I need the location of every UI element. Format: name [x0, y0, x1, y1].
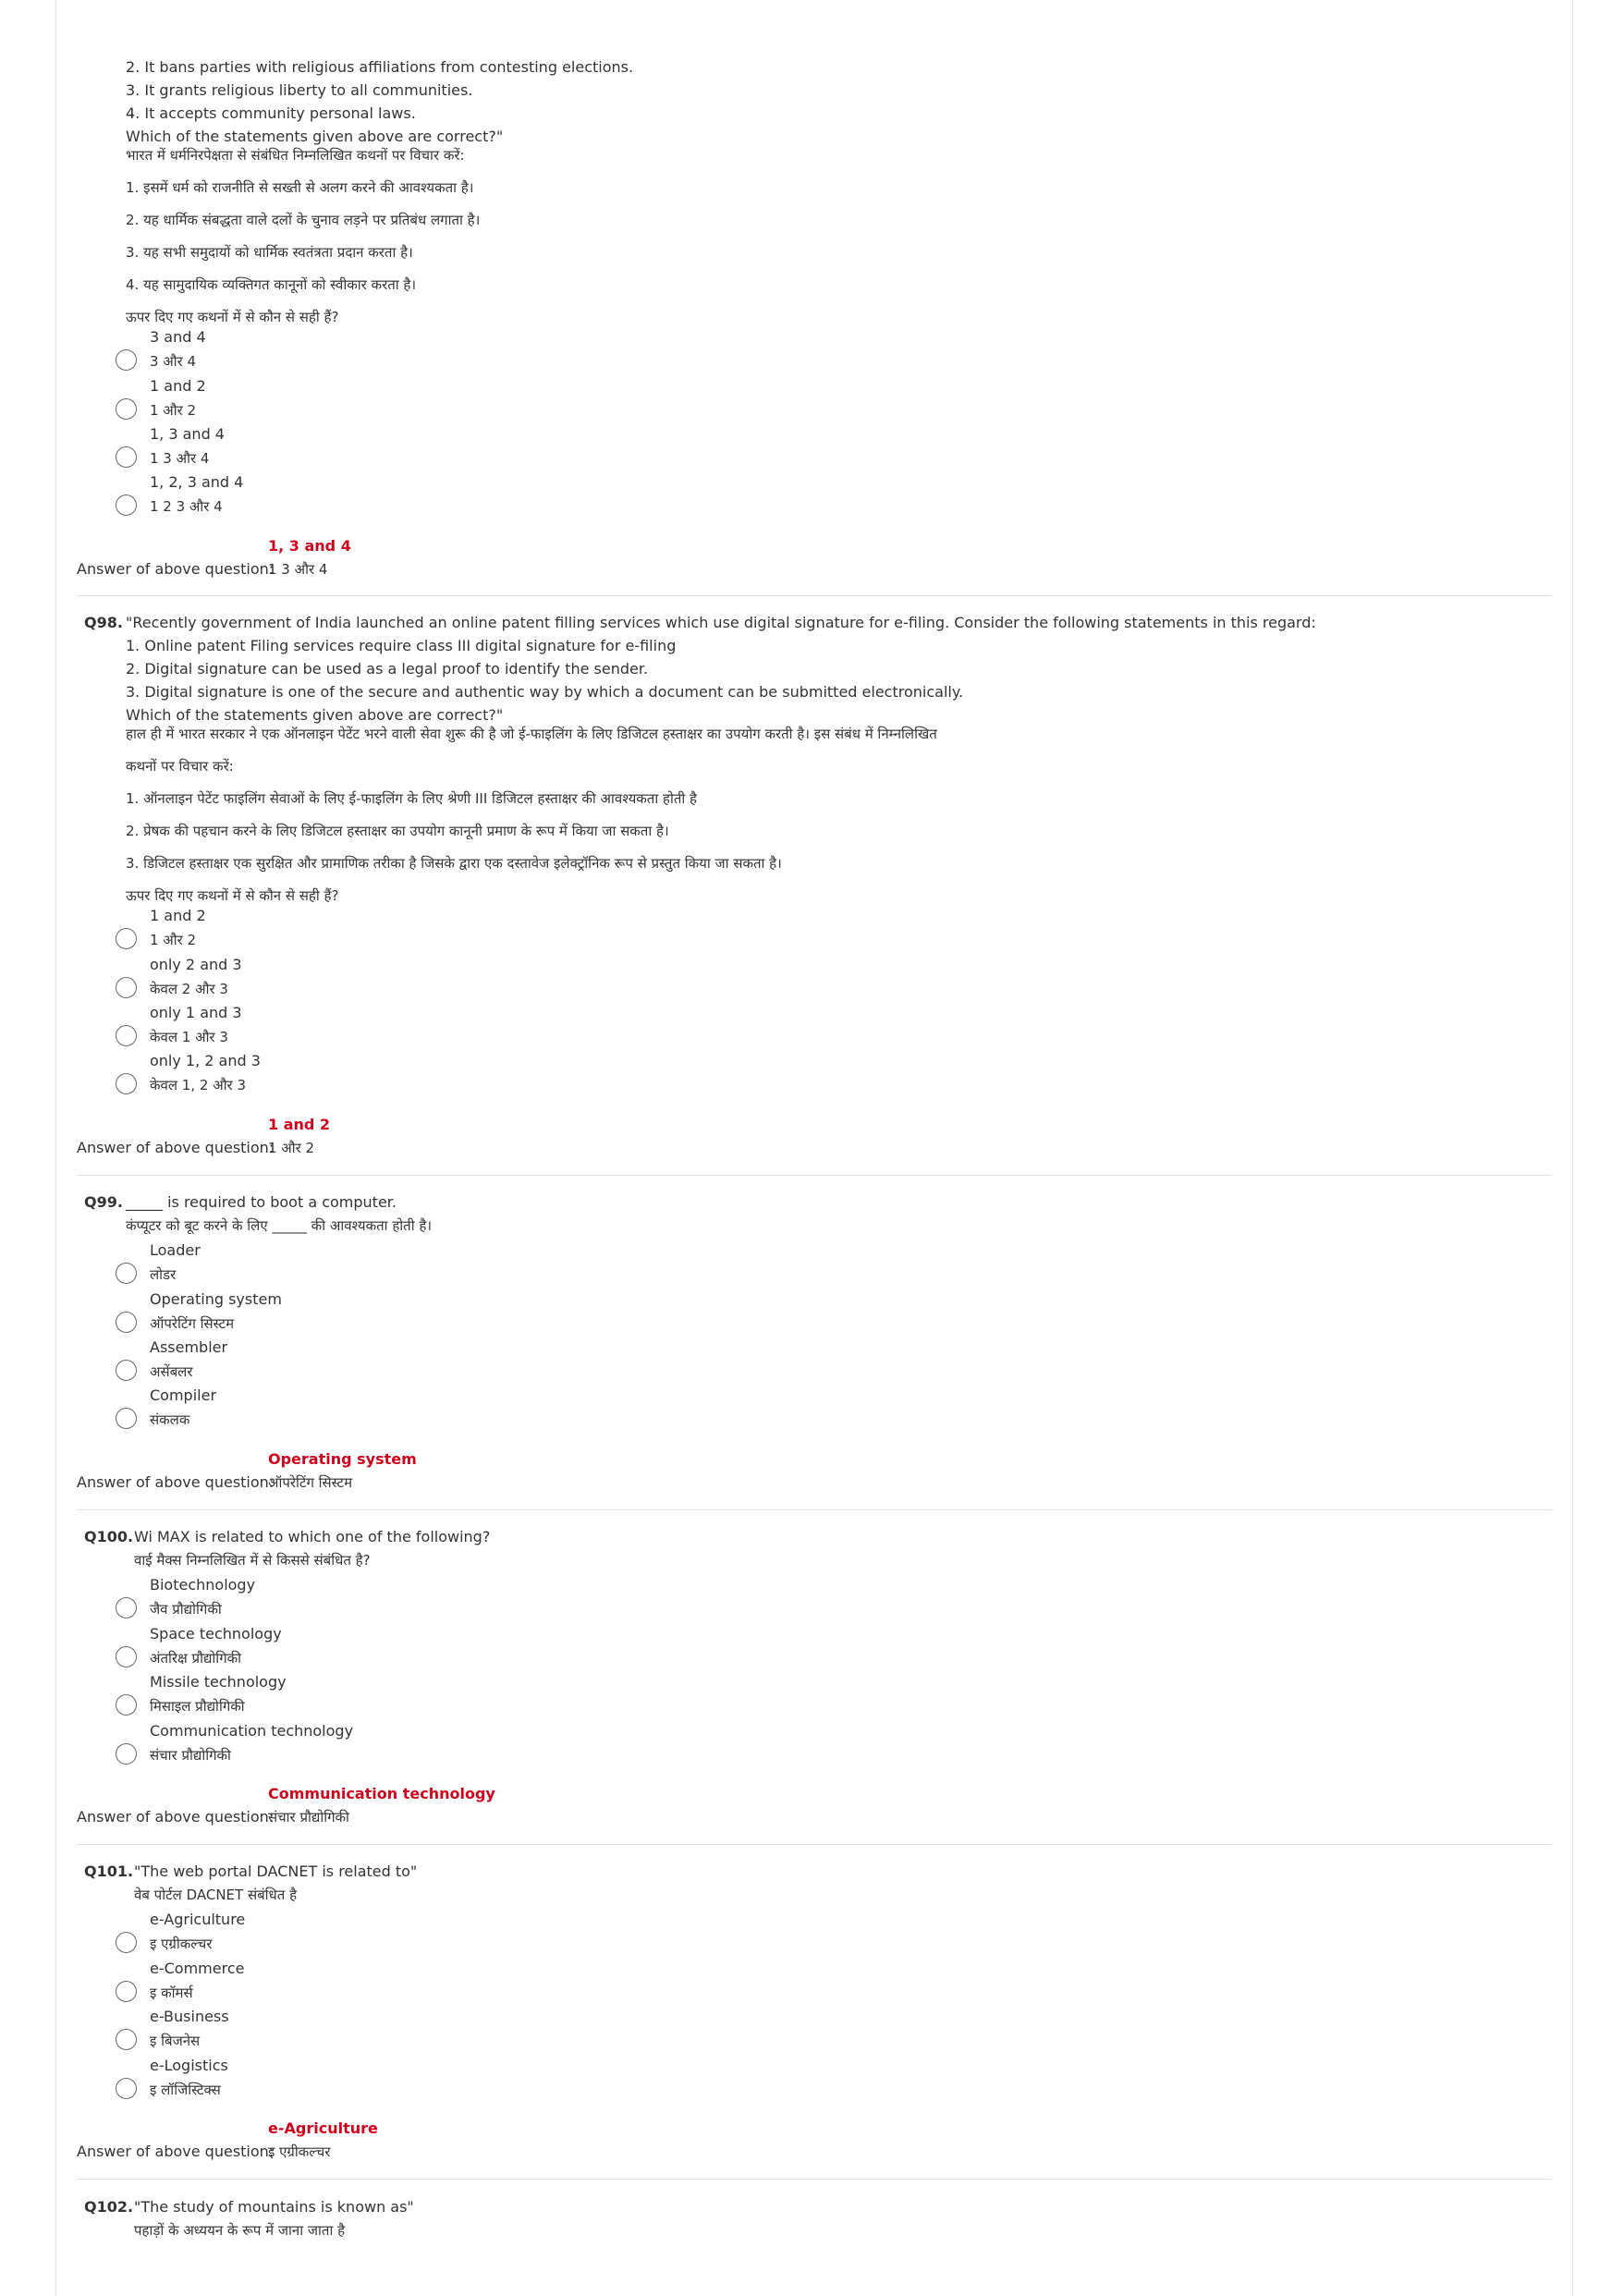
q97-hindi-statement-2: 2. यह धार्मिक संबद्धता वाले दलों के चुनाव लड़ने पर प्रतिबंध लगाता है। [126, 212, 481, 228]
q102-hindi-text: पहाड़ों के अध्ययन के रूप में जाना जाता है [134, 2222, 346, 2239]
q98-statement-3: 3. Digital signature is one of the secure and authentic way by which a document can be submitted electronically. [126, 683, 964, 701]
q98-option-1-radio[interactable] [116, 928, 137, 949]
q99-option-3-radio[interactable] [116, 1360, 137, 1381]
q100-number: Q100. [84, 1528, 134, 1545]
q100-option-1-radio[interactable] [116, 1597, 137, 1618]
q100-option-4-hi: संचार प्रौद्योगिकी [150, 1747, 231, 1764]
q100-option-4-en: Communication technology [150, 1722, 354, 1740]
q101-hindi-text: वेब पोर्टल DACNET संबंधित है [134, 1887, 298, 1903]
q99-option-4-en: Compiler [150, 1386, 217, 1404]
q98-option-4-hi: केवल 1, 2 और 3 [150, 1077, 246, 1093]
q97-answer-hi: 1 3 और 4 [268, 561, 328, 578]
q99-option-2-en: Operating system [150, 1290, 282, 1308]
q99-option-4-radio[interactable] [116, 1408, 137, 1429]
q97-hindi-statement-1: 1. इसमें धर्म को राजनीति से सख्ती से अलग करने की आवश्यकता है। [126, 179, 474, 196]
q99-hindi-text: कंप्यूटर को बूट करने के लिए _____ की आवश्यकता होती है। [126, 1217, 433, 1234]
q97-option-2-hi: 1 और 2 [150, 402, 197, 419]
q97-option-4-radio[interactable] [116, 495, 137, 516]
q101-option-1-radio[interactable] [116, 1932, 137, 1953]
q97-statement-2: 2. It bans parties with religious affiliations from contesting elections. [126, 58, 634, 76]
q99-answer-hi: ऑपरेटिंग सिस्टम [268, 1474, 353, 1491]
q100-option-1-en: Biotechnology [150, 1576, 256, 1594]
q97-statement-4: 4. It accepts community personal laws. [126, 104, 416, 122]
q98-option-1-en: 1 and 2 [150, 907, 206, 924]
q98-hindi-intro-2: कथनों पर विचार करें: [126, 758, 234, 775]
q98-question-text: "Recently government of India launched an online patent filling services which use digital signature for e-filing. Consider the following statements in this regard: [126, 614, 1316, 631]
q98-hindi-intro-1: हाल ही में भारत सरकार ने एक ऑनलाइन पेटेंट भरने वाली सेवा शुरू की है जो ई-फाइलिंग के लिए डिजिटल हस्ताक्षर का उपयोग करती है। इस संबंध में निम्नलिखित [126, 726, 937, 742]
q100-option-4-radio[interactable] [116, 1743, 137, 1765]
q98-hindi-statement-1: 1. ऑनलाइन पेटेंट फाइलिंग सेवाओं के लिए ई-फाइलिंग के लिए श्रेणी III डिजिटल हस्ताक्षर की आवश्यकता होती है [126, 790, 698, 807]
q100-option-3-radio[interactable] [116, 1694, 137, 1716]
q101-answer-hi: इ एग्रीकल्चर [268, 2143, 331, 2160]
q97-option-1-hi: 3 और 4 [150, 353, 197, 370]
divider [77, 1844, 1552, 1845]
q101-answer-label: Answer of above question: [77, 2143, 275, 2160]
q100-option-3-en: Missile technology [150, 1673, 287, 1691]
divider [77, 1509, 1552, 1510]
q99-option-1-en: Loader [150, 1241, 201, 1259]
q101-option-3-radio[interactable] [116, 2029, 137, 2050]
q98-option-1-hi: 1 और 2 [150, 932, 197, 948]
q99-option-3-en: Assembler [150, 1338, 228, 1356]
q97-answer-label: Answer of above question: [77, 560, 275, 578]
q99-option-4-hi: संकलक [150, 1411, 190, 1428]
q99-question-text: _____ is required to boot a computer. [126, 1193, 397, 1211]
q97-statement-3: 3. It grants religious liberty to all communities. [126, 81, 473, 99]
q99-answer-label: Answer of above question: [77, 1473, 275, 1491]
q101-option-1-hi: इ एग्रीकल्चर [150, 1936, 213, 1952]
q101-number: Q101. [84, 1862, 134, 1880]
q98-hindi-statement-3: 3. डिजिटल हस्ताक्षर एक सुरक्षित और प्रामाणिक तरीका है जिसके द्वारा एक दस्तावेज इलेक्ट्रॉनिक रूप से प्रस्तुत किया जा सकता है। [126, 855, 782, 872]
q97-hindi-question: ऊपर दिए गए कथनों में से कौन से सही हैं? [126, 309, 339, 325]
q98-option-3-radio[interactable] [116, 1025, 137, 1046]
q100-option-2-hi: अंतरिक्ष प्रौद्योगिकी [150, 1650, 242, 1667]
q100-answer-hi: संचार प्रौद्योगिकी [268, 1809, 349, 1826]
q99-number: Q99. [84, 1193, 123, 1211]
q99-option-1-radio[interactable] [116, 1263, 137, 1284]
q97-question-end: Which of the statements given above are correct?" [126, 128, 504, 145]
q97-option-3-hi: 1 3 और 4 [150, 450, 210, 467]
q98-answer-label: Answer of above question: [77, 1139, 275, 1156]
q97-hindi-intro: भारत में धर्मनिरपेक्षता से संबंधित निम्नलिखित कथनों पर विचार करें: [126, 147, 465, 164]
q100-question-text: Wi MAX is related to which one of the following? [134, 1528, 491, 1545]
q101-option-4-radio[interactable] [116, 2078, 137, 2099]
q98-answer-hi: 1 और 2 [268, 1140, 315, 1156]
q101-question-text: "The web portal DACNET is related to" [134, 1862, 418, 1880]
q98-option-2-en: only 2 and 3 [150, 956, 242, 973]
q101-option-2-en: e-Commerce [150, 1960, 245, 1977]
q98-statement-1: 1. Online patent Filing services require class III digital signature for e-filing [126, 637, 677, 654]
q100-option-3-hi: मिसाइल प्रौद्योगिकी [150, 1698, 245, 1715]
q98-option-2-hi: केवल 2 और 3 [150, 981, 228, 997]
q101-option-4-en: e-Logistics [150, 2057, 228, 2074]
q97-option-4-hi: 1 2 3 और 4 [150, 498, 223, 515]
q97-option-4-en: 1, 2, 3 and 4 [150, 473, 244, 491]
q99-option-2-radio[interactable] [116, 1312, 137, 1333]
q97-option-1-en: 3 and 4 [150, 328, 206, 346]
q100-hindi-text: वाई मैक्स निम्नलिखित में से किससे संबंधित है? [134, 1552, 371, 1569]
q98-option-2-radio[interactable] [116, 977, 137, 998]
q101-option-2-radio[interactable] [116, 1981, 137, 2002]
q99-option-2-hi: ऑपरेटिंग सिस्टम [150, 1315, 235, 1332]
q97-answer-en: 1, 3 and 4 [268, 537, 351, 555]
divider [77, 1175, 1552, 1176]
divider [77, 2179, 1552, 2180]
q98-number: Q98. [84, 614, 123, 631]
q102-number: Q102. [84, 2198, 134, 2216]
q100-option-1-hi: जैव प्रौद्योगिकी [150, 1601, 222, 1618]
q100-answer-label: Answer of above question: [77, 1808, 275, 1826]
q98-question-end: Which of the statements given above are correct?" [126, 706, 504, 724]
q97-hindi-statement-3: 3. यह सभी समुदायों को धार्मिक स्वतंत्रता प्रदान करता है। [126, 244, 413, 261]
q97-option-3-en: 1, 3 and 4 [150, 425, 225, 443]
q98-option-4-en: only 1, 2 and 3 [150, 1052, 261, 1069]
q100-answer-en: Communication technology [268, 1785, 495, 1802]
q97-hindi-statement-4: 4. यह सामुदायिक व्यक्तिगत कानूनों को स्वीकार करता है। [126, 276, 417, 293]
q97-option-2-en: 1 and 2 [150, 377, 206, 395]
q97-option-2-radio[interactable] [116, 398, 137, 420]
q98-option-3-hi: केवल 1 और 3 [150, 1029, 228, 1045]
q99-option-1-hi: लोडर [150, 1266, 177, 1283]
q98-option-3-en: only 1 and 3 [150, 1004, 242, 1021]
q97-option-3-radio[interactable] [116, 446, 137, 468]
q102-question-text: "The study of mountains is known as" [134, 2198, 414, 2216]
q98-answer-en: 1 and 2 [268, 1116, 331, 1133]
q98-hindi-statement-2: 2. प्रेषक की पहचान करने के लिए डिजिटल हस्ताक्षर का उपयोग कानूनी प्रमाण के रूप में किया जा सकता है। [126, 823, 669, 839]
q98-statement-2: 2. Digital signature can be used as a legal proof to identify the sender. [126, 660, 649, 678]
q101-option-3-hi: इ बिजनेस [150, 2033, 201, 2049]
q101-answer-en: e-Agriculture [268, 2119, 378, 2137]
q99-option-3-hi: असेंबलर [150, 1363, 193, 1380]
q98-option-4-radio[interactable] [116, 1073, 137, 1094]
q101-option-3-en: e-Business [150, 2008, 229, 2025]
q101-option-2-hi: इ कॉमर्स [150, 1985, 193, 2001]
question-paper-page [55, 0, 1573, 2296]
q100-option-2-radio[interactable] [116, 1646, 137, 1667]
q97-option-1-radio[interactable] [116, 349, 137, 371]
q101-option-1-en: e-Agriculture [150, 1911, 246, 1928]
q101-option-4-hi: इ लॉजिस्टिक्स [150, 2082, 221, 2098]
divider [77, 595, 1552, 596]
q100-option-2-en: Space technology [150, 1625, 282, 1643]
q98-hindi-question: ऊपर दिए गए कथनों में से कौन से सही हैं? [126, 887, 339, 904]
q99-answer-en: Operating system [268, 1450, 417, 1468]
